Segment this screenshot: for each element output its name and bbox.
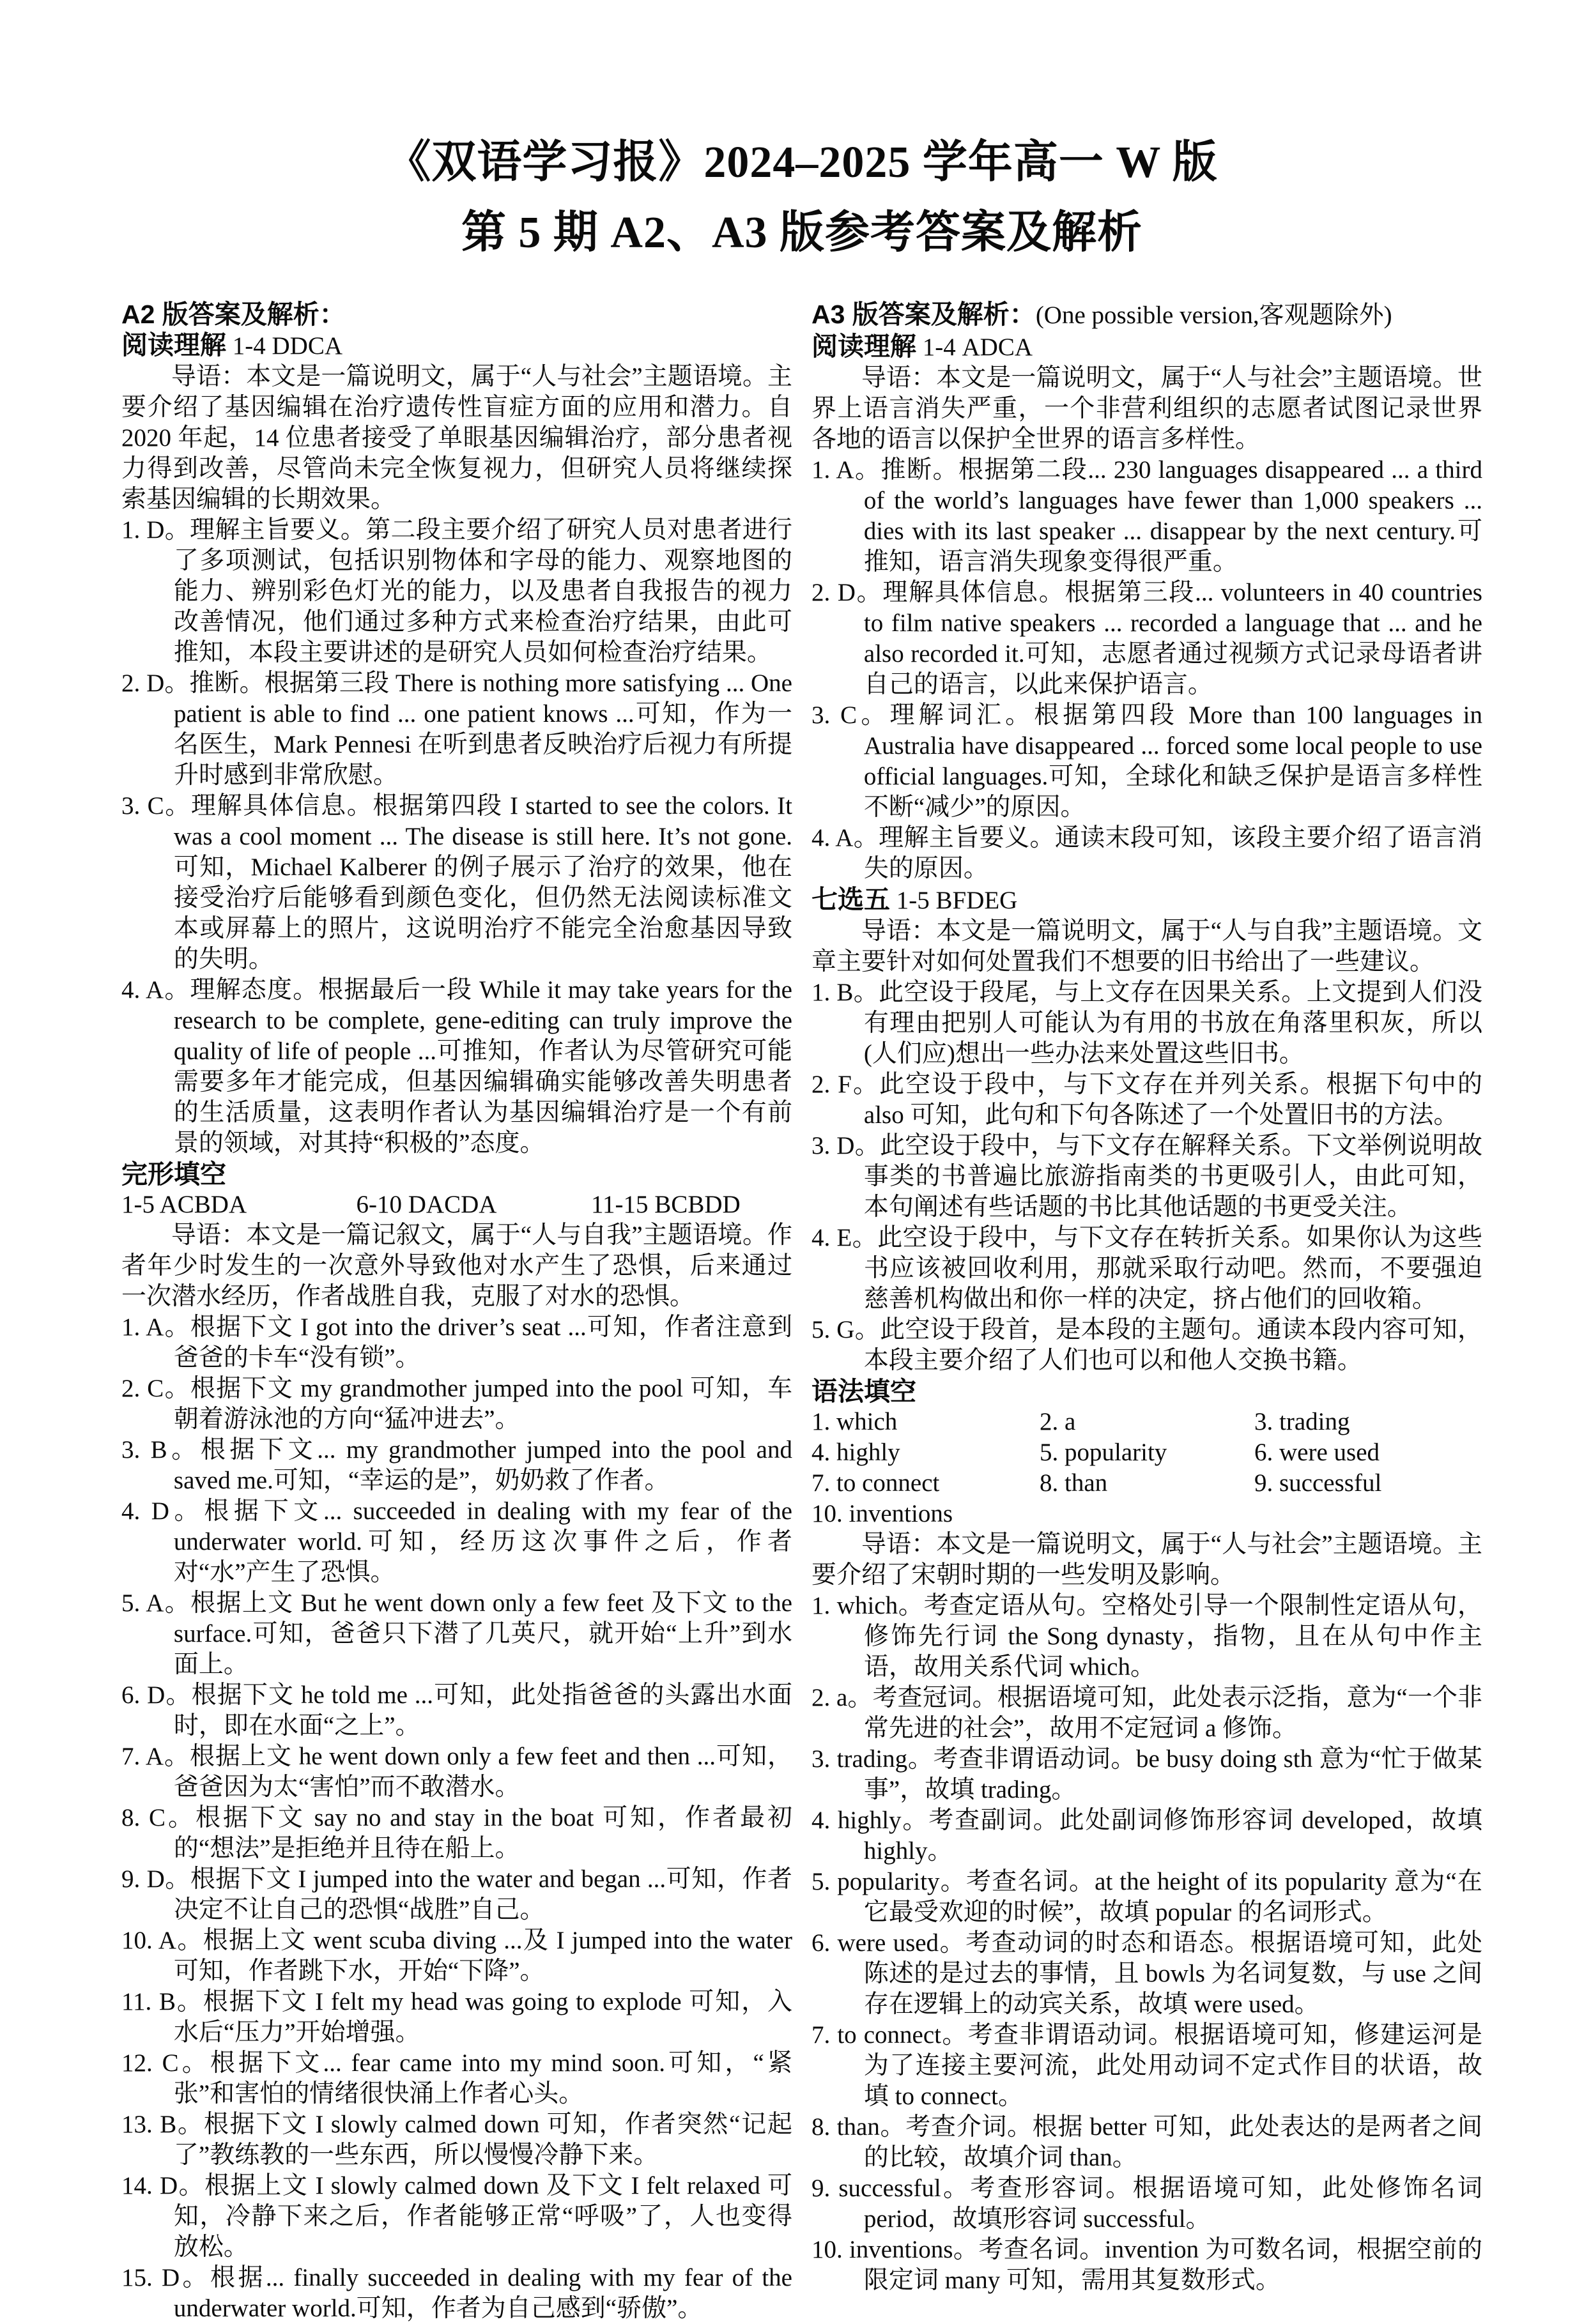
a3-seven-choose-five-lead: 导语：本文是一篇说明文，属于“人与自我”主题语境。文章主要针对如何处置我们不想要的旧书给出了一些建议。 — [811, 917, 1482, 975]
newspaper-title — [121, 128, 1482, 268]
a2-section-title-bold: A2 版答案及解析： — [121, 300, 346, 329]
a2-cloze-item-4: 4. D。根据下文... succeeded in dealing with my fear of the underwater world.可知，经历这次事件之后，作者对“水”产生了恐惧。 — [121, 1497, 792, 1586]
a3-grammar-item-9: 9. successful。考查形容词。根据语境可知，此处修饰名词period，故填形容词 successful。 — [811, 2175, 1482, 2233]
a3-grammar-answer-key-cell-7: 7. to connect — [811, 1469, 940, 1497]
a3-reading-heading-bold: 阅读理解 — [811, 332, 916, 361]
a2-cloze-item-1: 1. A。根据下文 I got into the driver’s seat ...可知，作者注意到爸爸的卡车“没有锁”。 — [121, 1313, 792, 1372]
a2-cloze-item-2: 2. C。根据下文 my grandmother jumped into the pool 可知，车朝着游泳池的方向“猛冲进去”。 — [121, 1375, 792, 1433]
a3-reading-item-1: 1. A。推断。根据第二段... 230 languages disappeared ... a third of the world’s languages have fewer than 1,000 speakers ... dies with its last speaker ... disappear by the next century.可推知，语言消失现象变得很严重。 — [811, 456, 1482, 576]
a3-grammar-answer-key-cell-4: 4. highly — [811, 1439, 900, 1466]
a3-grammar-heading — [811, 1376, 1482, 1407]
a3-grammar-item-5: 5. popularity。考查名词。at the height of its popularity 意为“在它最受欢迎的时候”，故填 popular 的名词形式。 — [811, 1868, 1482, 1926]
a2-cloze-item-7: 7. A。根据上文 he went down only a few feet and then ...可知，爸爸因为太“害怕”而不敢潜水。 — [121, 1743, 792, 1801]
a3-seven-choose-five-heading — [811, 884, 1482, 916]
a3-grammar-answer-key-cell-1: 1. which — [811, 1408, 898, 1435]
a3-section-title-bold: A3 版答案及解析： — [811, 300, 1036, 329]
answer-columns — [121, 299, 1482, 2324]
a3-grammar-answer-key-cell-9: 9. successful — [1254, 1469, 1382, 1497]
a2-cloze-item-15: 15. D。根据... finally succeeded in dealing with my fear of the underwater world.可知，作者为自己感到“骄傲”。 — [121, 2264, 792, 2322]
a3-grammar-item-2: 2. a。考查冠词。根据语境可知，此处表示泛指，意为“一个非常先进的社会”，故用不定冠词 a 修饰。 — [811, 1684, 1482, 1742]
a2-reading-heading-rest: 1-4 DDCA — [226, 332, 342, 360]
a2-cloze-lead: 导语：本文是一篇记叙文，属于“人与自我”主题语境。作者年少时发生的一次意外导致他对水产生了恐惧，后来通过一次潜水经历，作者战胜自我，克服了对水的恐惧。 — [121, 1221, 792, 1310]
a2-reading-heading — [121, 330, 792, 362]
a2-reading-item-4: 4. A。理解态度。根据最后一段 While it may take years for the research to be complete, gene-editing can truly improve the quality of life of people ...可推知，作者认为尽管研究可能需要多年才能完成，但基因编辑确实能够改善失明患者的生活质量，这表明作者认为基因编辑治疗是一个有前景的领域，对其持“积极的”态度。 — [121, 976, 792, 1157]
a3-grammar-item-10: 10. inventions。考查名词。invention 为可数名词，根据空前的限定词 many 可知，需用其复数形式。 — [811, 2236, 1482, 2294]
a3-seven-item-1: 1. B。此空设于段尾，与上文存在因果关系。上文提到人们没有理由把别人可能认为有用的书放在角落里积灰，所以(人们应)想出一些办法来处置这些旧书。 — [811, 979, 1482, 1067]
a3-grammar-item-1: 1. which。考查定语从句。空格处引导一个限制性定语从句，修饰先行词 the Song dynasty，指物，且在从句中作主语，故用关系代词 which。 — [811, 1592, 1482, 1681]
a3-seven-choose-five-heading-rest: 1-5 BFDEG — [890, 887, 1018, 914]
a2-cloze-item-14: 14. D。根据上文 I slowly calmed down 及下文 I felt relaxed 可知，冷静下来之后，作者能够正常“呼吸”了，人也变得放松。 — [121, 2172, 792, 2261]
a2-cloze-heading — [121, 1159, 792, 1189]
a3-grammar-item-7: 7. to connect。考查非谓语动词。根据语境可知，修建运河是为了连接主要河流，此处用动词不定式作目的状语，故填 to connect。 — [811, 2021, 1482, 2110]
a3-grammar-answer-key-10: 10. inventions — [811, 1500, 953, 1527]
a3-grammar-answer-key — [811, 1407, 1482, 1499]
a3-seven-item-3: 3. D。此空设于段中，与下文存在解释关系。下文举例说明故事类的书普遍比旅游指南类的书更吸引人，由此可知，本句阐述有些话题的书比其他话题的书更受关注。 — [811, 1132, 1482, 1221]
a3-grammar-lead: 导语：本文是一篇说明文，属于“人与社会”主题语境。主要介绍了宋朝时期的一些发明及影响。 — [811, 1531, 1482, 1589]
a2-cloze-item-9: 9. D。根据下文 I jumped into the water and began ...可知，作者决定不让自己的恐惧“战胜”自己。 — [121, 1865, 792, 1923]
a2-cloze-item-13: 13. B。根据下文 I slowly calmed down 可知，作者突然“记起了”教练教的一些东西，所以慢慢冷静下来。 — [121, 2111, 792, 2169]
a3-grammar-item-8: 8. than。考查介词。根据 better 可知，此处表达的是两者之间的比较，故填介词 than。 — [811, 2113, 1482, 2171]
a2-cloze-answer-key-cell-3: 11-15 BCBDD — [591, 1191, 741, 1218]
a2-cloze-item-12: 12. C。根据下文... fear came into my mind soon.可知，“紧张”和害怕的情绪很快涌上作者心头。 — [121, 2049, 792, 2107]
a3-reading-item-3: 3. C。理解词汇。根据第四段 More than 100 languages in Australia have disappeared ... forced some local people to use official languages.可知，全球化和缺乏保护是语言多样性不断“减少”的原因。 — [811, 701, 1482, 821]
a2-cloze-item-10: 10. A。根据上文 went scuba diving ...及 I jumped into the water 可知，作者跳下水，开始“下降”。 — [121, 1927, 792, 1985]
newspaper-title-line2: 第 5 期 A2、A3 版参考答案及解析 — [461, 208, 1143, 257]
a2-reading-heading-bold: 阅读理解 — [121, 330, 226, 360]
a3-grammar-answer-key-cell-2: 2. a — [1040, 1408, 1076, 1435]
a3-section-title — [811, 299, 1482, 331]
a2-reading-item-1: 1. D。理解主旨要义。第二段主要介绍了研究人员对患者进行了多项测试，包括识别物体和字母的能力、观察地图的能力、辨别彩色灯光的能力，以及患者自我报告的视力改善情况，他们通过多种方式来检查治疗结果，由此可推知，本段主要讲述的是研究人员如何检查治疗结果。 — [121, 516, 792, 666]
a2-reading-item-3: 3. C。理解具体信息。根据第四段 I started to see the colors. It was a cool moment ... The disease is still here. It’s not gone.可知，Michael Kalberer 的例子展示了治疗的效果，他在接受治疗后能够看到颜色变化，但仍然无法阅读标准文本或屏幕上的照片，这说明治疗不能完全治愈基因导致的失明。 — [121, 792, 792, 973]
a3-grammar-answer-key-cell-8: 8. than — [1040, 1469, 1108, 1497]
a2-section-title — [121, 299, 792, 330]
a2-cloze-item-5: 5. A。根据上文 But he went down only a few feet 及下文 to the surface.可知，爸爸只下潜了几英尺，就开始“上升”到水面上。 — [121, 1589, 792, 1678]
a2-answers-column — [121, 299, 792, 2324]
a3-grammar-answer-key-cell-5: 5. popularity — [1040, 1439, 1167, 1466]
a3-reading-item-2: 2. D。理解具体信息。根据第三段... volunteers in 40 countries to film native speakers ... recorded a language that ... and he also recorded it.可知，志愿者通过视频方式记录母语者讲自己的语言，以此来保护语言。 — [811, 579, 1482, 698]
a2-reading-lead: 导语：本文是一篇说明文，属于“人与社会”主题语境。主要介绍了基因编辑在治疗遗传性盲症方面的应用和潜力。自2020 年起，14 位患者接受了单眼基因编辑治疗，部分患者视力得到改善，尽管尚未完全恢复视力，但研究人员将继续探索基因编辑的长期效果。 — [121, 363, 792, 513]
a2-reading-item-2: 2. D。推断。根据第三段 There is nothing more satisfying ... One patient is able to find ... one patient knows ...可知，作为一名医生，Mark Pennesi 在听到患者反映治疗后视力有所提升时感到非常欣慰。 — [121, 669, 792, 789]
a3-grammar-answer-key-cell-6: 6. were used — [1254, 1439, 1380, 1466]
a2-cloze-answer-key — [121, 1189, 792, 1220]
a3-grammar-answer-key-cell-3: 3. trading — [1254, 1408, 1350, 1435]
a2-cloze-answer-key-cell-1: 1-5 ACBDA — [121, 1191, 247, 1218]
a2-cloze-item-6: 6. D。根据下文 he told me ...可知，此处指爸爸的头露出水面时，即在水面“之上”。 — [121, 1681, 792, 1739]
a3-reading-heading — [811, 331, 1482, 363]
a2-cloze-item-8: 8. C。根据下文 say no and stay in the boat 可知，作者最初的“想法”是拒绝并且待在船上。 — [121, 1804, 792, 1862]
a3-reading-heading-rest: 1-4 ADCA — [916, 333, 1033, 361]
a3-reading-lead: 导语：本文是一篇说明文，属于“人与社会”主题语境。世界上语言消失严重，一个非营利组织的志愿者试图记录世界各地的语言以保护全世界的语言多样性。 — [811, 364, 1482, 453]
a3-seven-item-2: 2. F。此空设于段中，与下文存在并列关系。根据下句中的 also 可知，此句和下句各陈述了一个处置旧书的方法。 — [811, 1071, 1482, 1129]
a3-answers-column — [811, 299, 1482, 2296]
a2-cloze-item-11: 11. B。根据下文 I felt my head was going to explode 可知，入水后“压力”开始增强。 — [121, 1988, 792, 2046]
a3-grammar-item-6: 6. were used。考查动词的时态和语态。根据语境可知，此处陈述的是过去的事情，且 bowls 为名词复数，与 use 之间存在逻辑上的动宾关系，故填 were used。 — [811, 1929, 1482, 2018]
a3-reading-item-4: 4. A。理解主旨要义。通读末段可知，该段主要介绍了语言消失的原因。 — [811, 824, 1482, 882]
newspaper-title-line1: 《双语学习报》2024–2025 学年高一 W 版 — [386, 138, 1218, 187]
a2-cloze-heading-bold: 完形填空 — [121, 1159, 226, 1189]
a3-grammar-item-4: 4. highly。考查副词。此处副词修饰形容词 developed，故填 highly。 — [811, 1807, 1482, 1865]
a3-grammar-item-3: 3. trading。考查非谓语动词。be busy doing sth 意为“忙于做某事”，故填 trading。 — [811, 1745, 1482, 1803]
a3-section-title-rest: (One possible version,客观题除外) — [1035, 302, 1392, 329]
a3-grammar-heading-bold: 语法填空 — [811, 1377, 916, 1406]
a3-seven-item-5: 5. G。此空设于段首，是本段的主题句。通读本段内容可知，本段主要介绍了人们也可以和他人交换书籍。 — [811, 1316, 1482, 1374]
a3-seven-choose-five-heading-bold: 七选五 — [811, 885, 890, 914]
a2-cloze-answer-key-cell-2: 6-10 DACDA — [356, 1191, 497, 1218]
a2-cloze-item-3: 3. B。根据下文... my grandmother jumped into the pool and saved me.可知，“幸运的是”，奶奶救了作者。 — [121, 1436, 792, 1494]
a3-seven-item-4: 4. E。此空设于段中，与下文存在转折关系。如果你认为这些书应该被回收利用，那就采取行动吧。然而，不要强迫慈善机构做出和你一样的决定，挤占他们的回收箱。 — [811, 1224, 1482, 1313]
